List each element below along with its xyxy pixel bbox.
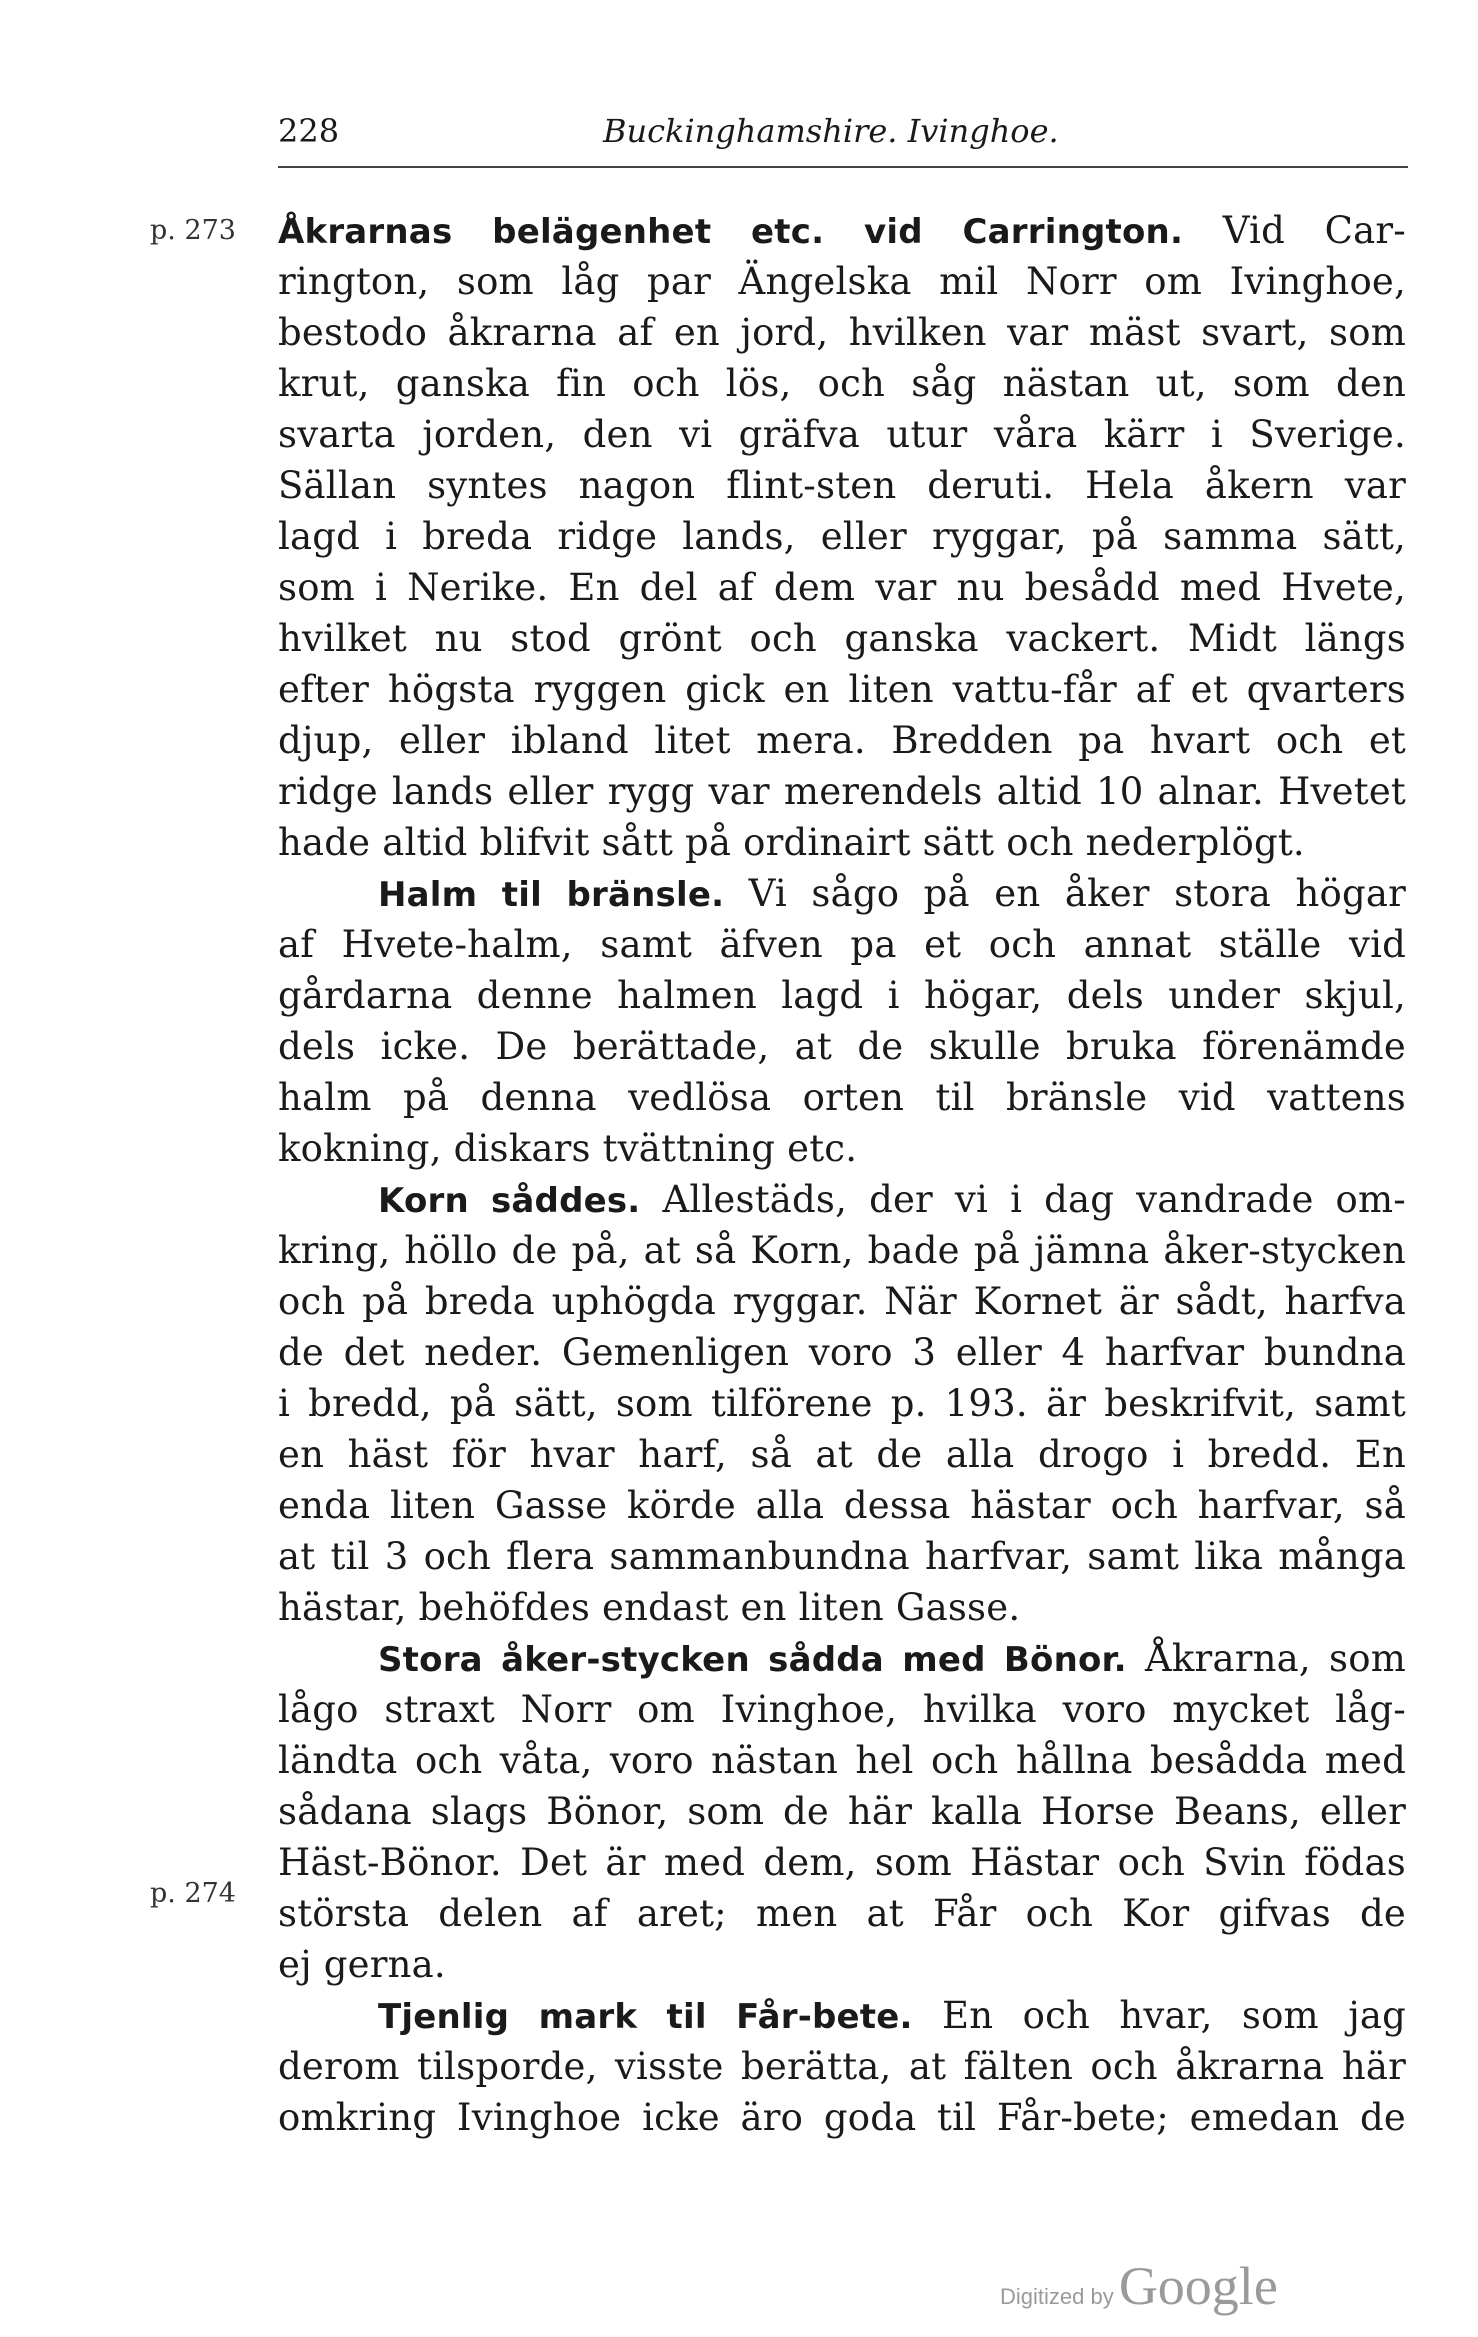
running-head: Buckinghamshire. Ivinghoe. [603,112,1059,150]
line-text: Vid Car- [1222,209,1406,252]
margin-note-p273: p. 273 [150,215,236,246]
text-line: lagd i breda ridge lands, eller ryggar, på samma sätt, [278,515,1406,558]
digitized-label: Digitized by [1000,2284,1114,2309]
paragraph-heading: Korn såddes. [378,1181,641,1221]
line-text: Åkrarna, som [1145,1637,1406,1680]
text-line: sådana slags Bönor, som de här kalla Horse Beans, eller [278,1790,1406,1833]
text-line: omkring Ivinghoe icke äro goda til Får-bete; emedan de [278,2096,1406,2139]
text-line: derom tilsporde, visste berätta, at fälten och åkrarna här [278,2045,1406,2088]
text-line: ej gerna. [278,1943,446,1986]
text-line: rington, som låg par Ängelska mil Norr om Ivinghoe, [278,260,1406,303]
line-text: Vi sågo på en åker stora högar [748,872,1406,915]
text-line: svarta jorden, den vi gräfva utur våra kärr i Sverige. [278,413,1406,456]
text-line: hästar, behöfdes endast en liten Gasse. [278,1586,1021,1629]
text-line: största delen af aret; men at Får och Kor gifvas de [278,1892,1406,1935]
text-line: lågo straxt Norr om Ivinghoe, hvilka voro mycket låg- [278,1688,1406,1731]
text-line [278,1174,1406,1225]
text-line: hade altid blifvit sått på ordinairt sätt och nederplögt. [278,821,1305,864]
text-line: enda liten Gasse körde alla dessa hästar och harfvar, så [278,1484,1406,1527]
text-line [278,1990,1406,2041]
paragraph-heading: Tjenlig mark til Får-bete. [378,1997,913,2037]
text-line: kokning, diskars tvättning etc. [278,1127,858,1170]
text-line: af Hvete-halm, samt äfven pa et och annat ställe vid [278,923,1406,966]
text-line: ridge lands eller rygg var merendels altid 10 alnar. Hvetet [278,770,1406,813]
text-line [278,868,1406,919]
paragraph-heading: Stora åker-stycken sådda med Bönor. [378,1640,1127,1680]
paragraph-heading: Åkrarnas belägenhet etc. vid Carrington. [278,212,1184,252]
text-line: Sällan syntes nagon flint-sten deruti. Hela åkern var [278,464,1406,507]
google-logo: Google [1118,2256,1278,2316]
text-line: i bredd, på sätt, som tilförene p. 193. är beskrifvit, samt [278,1382,1406,1425]
text-line: djup, eller ibland litet mera. Bredden pa hvart och et [278,719,1406,762]
page-number: 228 [278,112,340,150]
text-line: som i Nerike. En del af dem var nu besådd med Hvete, [278,566,1406,609]
text-line: dels icke. De berättade, at de skulle bruka förenämde [278,1025,1406,1068]
line-text: Allestäds, der vi i dag vandrade om- [662,1178,1406,1221]
text-line: de det neder. Gemenligen voro 3 eller 4 harfvar bundna [278,1331,1406,1374]
paragraph-heading: Halm til bränsle. [378,875,725,915]
text-line [278,1633,1406,1684]
text-line: bestodo åkrarna af en jord, hvilken var mäst svart, som [278,311,1406,354]
text-line: halm på denna vedlösa orten til bränsle vid vattens [278,1076,1406,1119]
text-line: krut, ganska fin och lös, och såg nästan ut, som den [278,362,1406,405]
page-header [278,112,1408,162]
text-line: hvilket nu stod grönt och ganska vackert. Midt längs [278,617,1406,660]
text-line: en häst för hvar harf, så at de alla drogo i bredd. En [278,1433,1406,1476]
text-line: gårdarna denne halmen lagd i högar, dels under skjul, [278,974,1406,1017]
text-line: at til 3 och flera sammanbundna harfvar, samt lika många [278,1535,1406,1578]
text-line [278,205,1406,256]
digitized-watermark [1000,2255,1278,2317]
margin-note-p274: p. 274 [150,1878,236,1909]
text-line: och på breda uphögda ryggar. När Kornet är sådt, harfva [278,1280,1406,1323]
text-line: ländta och våta, voro nästan hel och hållna besådda med [278,1739,1406,1782]
text-line: kring, höllo de på, at så Korn, bade på jämna åker-stycken [278,1229,1406,1272]
text-line: efter högsta ryggen gick en liten vattu-får af et qvarters [278,668,1406,711]
line-text: En och hvar, som jag [942,1994,1407,2037]
body-text [278,205,1406,2143]
text-line: Häst-Bönor. Det är med dem, som Hästar och Svin födas [278,1841,1406,1884]
header-rule [278,166,1408,168]
